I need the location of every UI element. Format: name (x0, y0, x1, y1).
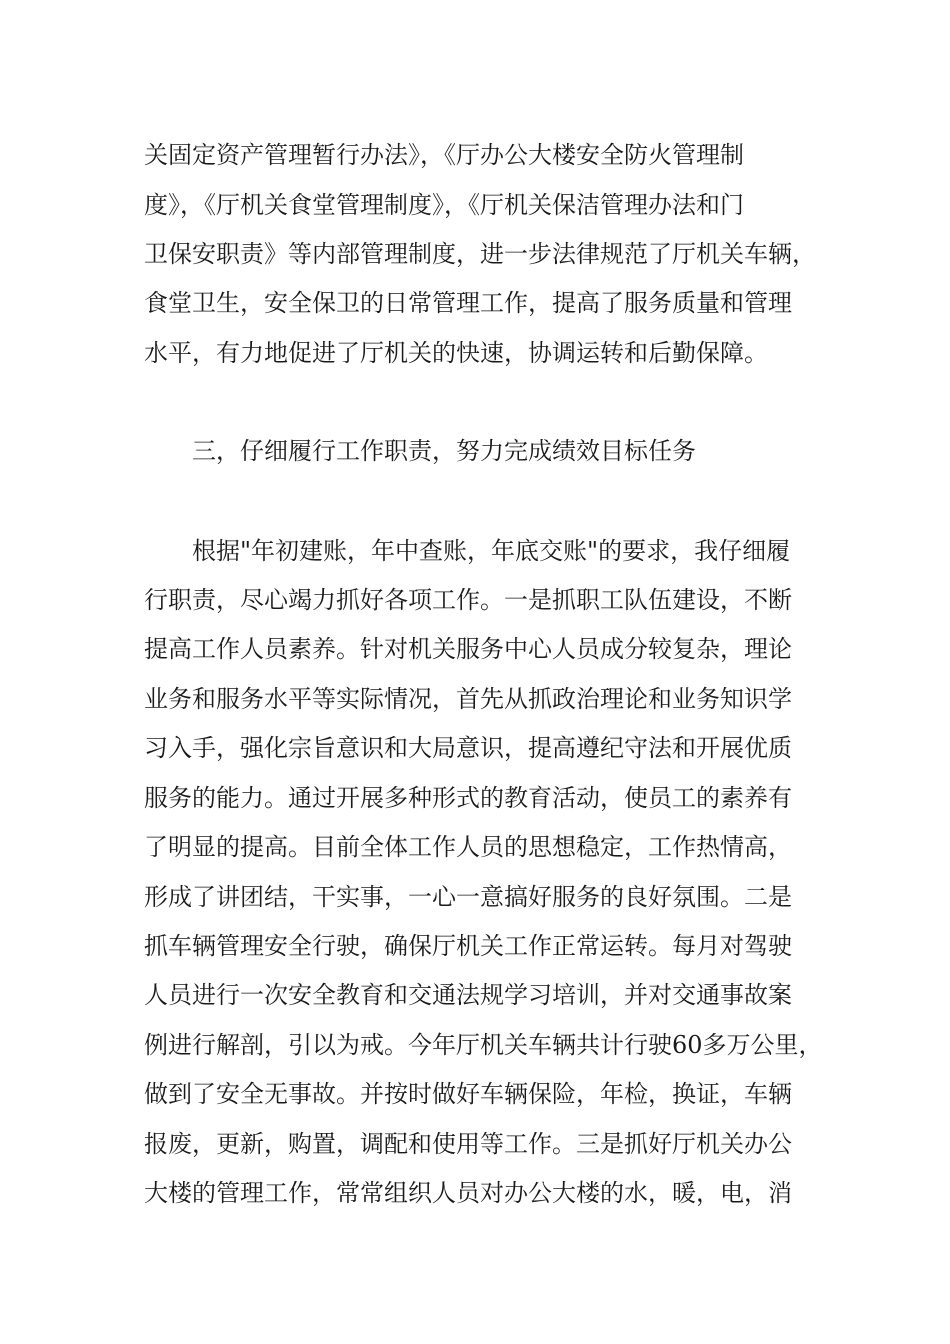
paragraph-2-line-2: 行职责，尽心竭力抓好各项工作。一是抓职工队伍建设，不断 (144, 586, 792, 614)
paragraph-2-line-10: 人员进行一次安全教育和交通法规学习培训，并对交通事故案 (144, 981, 792, 1009)
paragraph-1-line-2: 度》，《厅机关食堂管理制度》，《厅机关保洁管理办法和门 (144, 191, 744, 219)
paragraph-2-line-9: 抓车辆管理安全行驶，确保厅机关工作正常运转。每月对驾驶 (144, 932, 792, 960)
paragraph-2-line-12: 做到了安全无事故。并按时做好车辆保险，年检，换证，车辆 (144, 1080, 792, 1108)
paragraph-2-line-5: 习入手，强化宗旨意识和大局意识，提高遵纪守法和开展优质 (144, 734, 792, 762)
paragraph-2-line-11: 例进行解剖，引以为戒。今年厅机关车辆共计行驶60多万公里， (144, 1031, 823, 1059)
paragraph-1-line-5: 水平，有力地促进了厅机关的快速，协调运转和后勤保障。 (144, 339, 768, 367)
paragraph-1-line-1: 关固定资产管理暂行办法》，《厅办公大楼安全防火管理制 (144, 141, 744, 169)
paragraph-2-line-1: 根据"年初建账，年中查账，年底交账"的要求，我仔细履 (192, 537, 791, 565)
paragraph-2-line-6: 服务的能力。通过开展多种形式的教育活动，使员工的素养有 (144, 784, 792, 812)
paragraph-2-line-4: 业务和服务水平等实际情况，首先从抓政治理论和业务知识学 (144, 685, 792, 713)
paragraph-2-line-13: 报废，更新，购置，调配和使用等工作。三是抓好厅机关办公 (144, 1130, 792, 1158)
paragraph-2-line-7: 了明显的提高。目前全体工作人员的思想稳定，工作热情高， (144, 833, 792, 861)
paragraph-1-line-3: 卫保安职责》等内部管理制度，进一步法律规范了厅机关车辆， (144, 240, 816, 268)
paragraph-2-line-3: 提高工作人员素养。针对机关服务中心人员成分较复杂，理论 (144, 635, 792, 663)
paragraph-2-line-8: 形成了讲团结，干实事，一心一意搞好服务的良好氛围。二是 (144, 883, 792, 911)
paragraph-1-line-4: 食堂卫生，安全保卫的日常管理工作，提高了服务质量和管理 (144, 289, 792, 317)
paragraph-2-line-14: 大楼的管理工作，常常组织人员对办公大楼的水，暖，电，消 (144, 1179, 792, 1207)
section-heading: 三，仔细履行工作职责，努力完成绩效目标任务 (192, 437, 696, 465)
